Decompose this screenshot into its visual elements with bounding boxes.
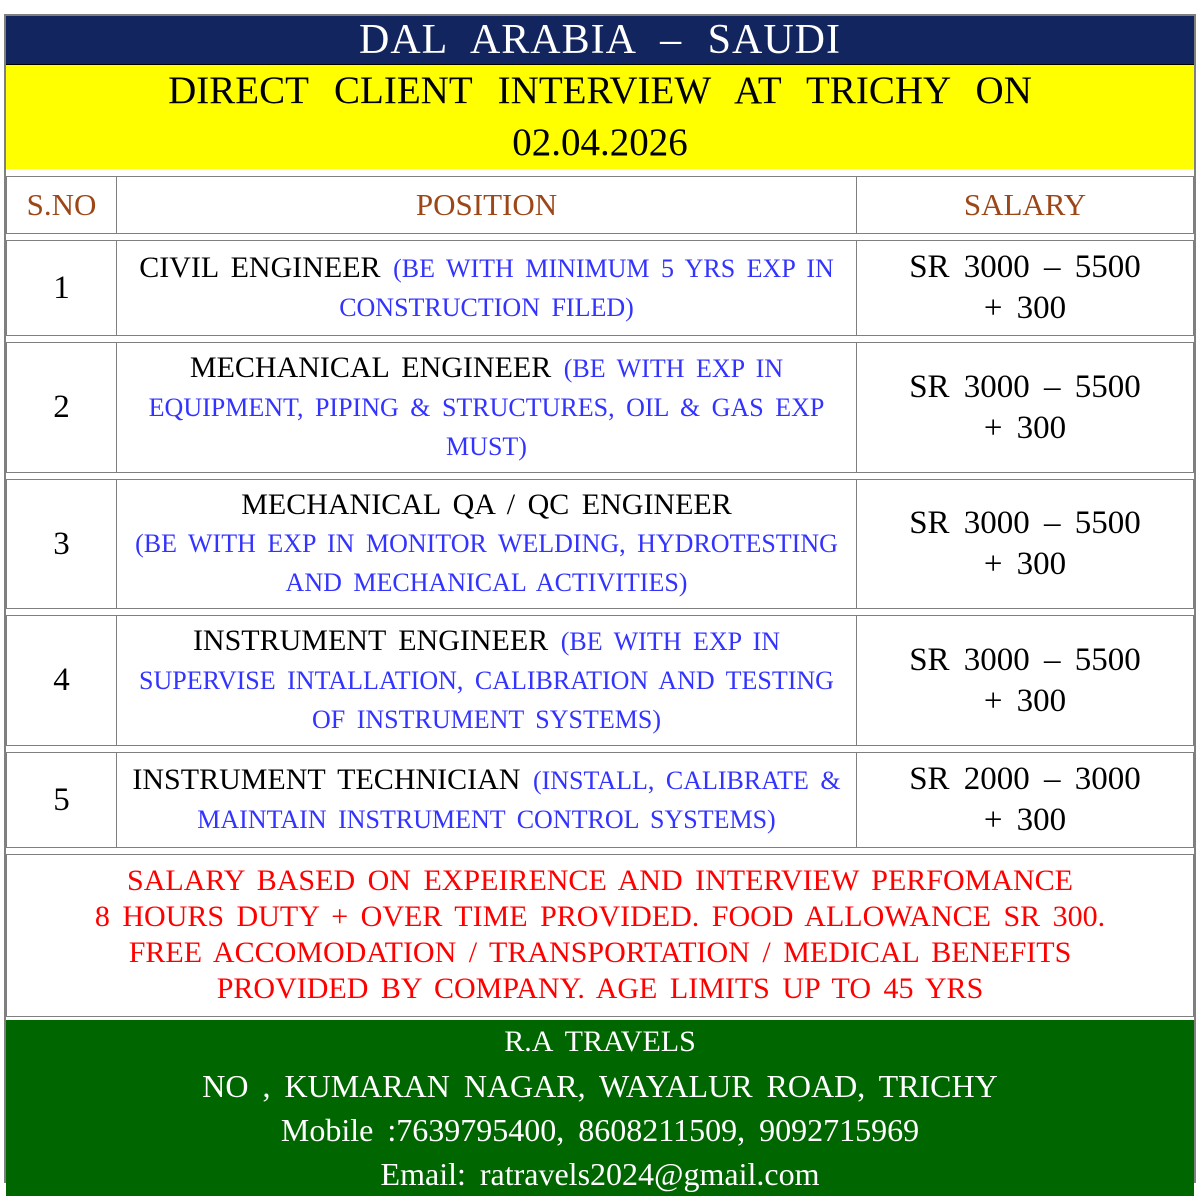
row-sno: 5 xyxy=(6,752,117,848)
banner-line1: DIRECT CLIENT INTERVIEW AT TRICHY ON xyxy=(168,69,1032,112)
position-name: CIVIL ENGINEER xyxy=(139,251,381,284)
agency-email: Email: ratravels2024@gmail.com xyxy=(380,1156,820,1192)
row-sno: 4 xyxy=(6,615,117,746)
agency-name: R.A TRAVELS xyxy=(504,1025,696,1058)
position-detail: (BE WITH MINIMUM 5 YRS EXP IN CONSTRUCTION FILED) xyxy=(339,254,834,322)
salary-range: SR 3000 – 5500 xyxy=(909,368,1141,405)
row-position xyxy=(117,615,857,746)
salary-extra: + 300 xyxy=(983,290,1067,326)
row-salary xyxy=(857,479,1194,609)
agency-address: NO , KUMARAN NAGAR, WAYALUR ROAD, TRICHY xyxy=(202,1068,998,1104)
salary-range: SR 2000 – 3000 xyxy=(909,761,1141,797)
salary-extra: + 300 xyxy=(983,546,1067,582)
table-row xyxy=(6,240,1194,336)
salary-range: SR 3000 – 5500 xyxy=(909,505,1141,541)
company-title: DAL ARABIA – SAUDI xyxy=(359,17,841,63)
table-row xyxy=(6,615,1194,746)
row-position xyxy=(117,240,857,336)
table-header-row xyxy=(6,176,1194,234)
agency-footer xyxy=(6,1020,1194,1196)
row-sno: 1 xyxy=(6,240,117,336)
row-sno: 3 xyxy=(6,479,117,609)
col-header-sno: S.NO xyxy=(6,176,117,234)
position-name: MECHANICAL QA / QC ENGINEER xyxy=(241,488,732,521)
position-name: INSTRUMENT TECHNICIAN xyxy=(132,763,521,796)
position-detail: (BE WITH EXP IN SUPERVISE INTALLATION, CALIBRATION AND TESTING OF INSTRUMENT SYSTEMS) xyxy=(139,627,834,734)
row-sno: 2 xyxy=(6,342,117,473)
table-row xyxy=(6,479,1194,609)
salary-extra: + 300 xyxy=(983,409,1067,446)
row-position xyxy=(117,342,857,473)
position-name: MECHANICAL ENGINEER xyxy=(189,351,552,384)
row-position xyxy=(117,479,857,609)
salary-extra: + 300 xyxy=(983,802,1067,838)
col-header-position: POSITION xyxy=(117,176,857,234)
note-line: FREE ACCOMODATION / TRANSPORTATION / MEDICAL BENEFITS xyxy=(128,936,1072,969)
position-detail: (BE WITH EXP IN EQUIPMENT, PIPING & STRUCTURES, OIL & GAS EXP MUST) xyxy=(148,354,825,461)
conditions-notes xyxy=(6,854,1194,1017)
table-row xyxy=(6,342,1194,473)
position-name: INSTRUMENT ENGINEER xyxy=(192,624,549,657)
note-line: PROVIDED BY COMPANY. AGE LIMITS UP TO 45 YRS xyxy=(216,972,984,1005)
row-salary xyxy=(857,342,1194,473)
note-line: SALARY BASED ON EXPEIRENCE AND INTERVIEW PERFOMANCE xyxy=(127,864,1073,897)
salary-range: SR 3000 – 5500 xyxy=(909,641,1141,678)
row-position xyxy=(117,752,857,848)
col-header-salary: SALARY xyxy=(857,176,1194,234)
row-salary xyxy=(857,240,1194,336)
table-row xyxy=(6,752,1194,848)
note-line: 8 HOURS DUTY + OVER TIME PROVIDED. FOOD ALLOWANCE SR 300. xyxy=(94,900,1106,933)
position-detail: (INSTALL, CALIBRATE & MAINTAIN INSTRUMENT CONTROL SYSTEMS) xyxy=(197,766,841,834)
position-detail: (BE WITH EXP IN MONITOR WELDING, HYDROTESTING AND MECHANICAL ACTIVITIES) xyxy=(135,529,838,597)
agency-mobile: Mobile :7639795400, 8608211509, 9092715969 xyxy=(280,1112,920,1148)
company-title-band xyxy=(6,16,1194,65)
row-salary xyxy=(857,615,1194,746)
poster-page xyxy=(4,14,1196,1192)
jobs-table xyxy=(6,169,1194,848)
salary-extra: + 300 xyxy=(983,682,1067,719)
row-salary xyxy=(857,752,1194,848)
salary-range: SR 3000 – 5500 xyxy=(909,249,1141,285)
interview-banner xyxy=(6,65,1194,169)
banner-date: 02.04.2026 xyxy=(512,121,688,164)
